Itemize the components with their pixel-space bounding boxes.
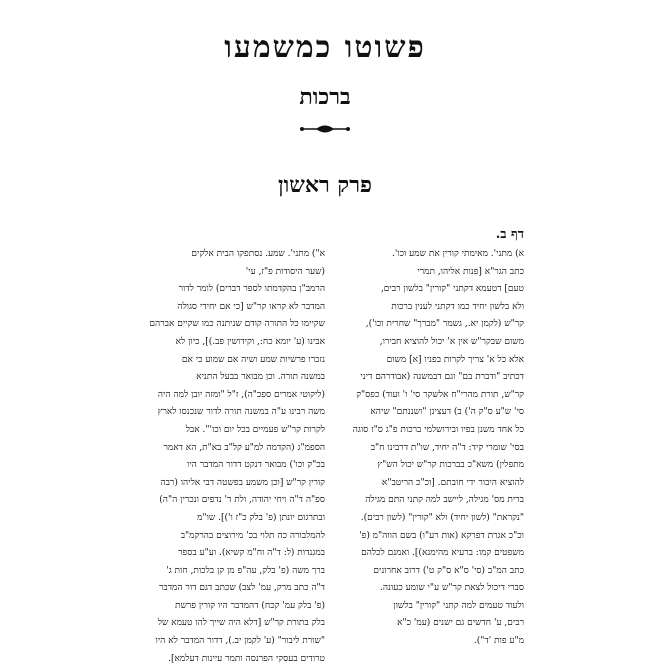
text-line: ולעוד טעמים למה קתני "קורין" בלשון <box>393 600 524 611</box>
text-line: שקיימו כל התורה קודם שניתנה כמו שקיים אברהם <box>149 319 325 330</box>
text-line: סברי דיכול לצאת קר"ש ע"י שומע כעונה. <box>379 583 524 594</box>
commentary-column-right <box>334 226 524 651</box>
text-line: "נקראת" (לשון יחיד) ולא "קורין" (לשון רבים). <box>360 512 524 523</box>
column-spacer <box>135 226 325 246</box>
text-line: כתב הגר"א [פנות אליהו, תמרי <box>417 266 524 277</box>
chapter-heading: פרק ראשון <box>278 172 372 198</box>
text-line: בסי' שומרי קיד: ד"ה יחיד, שו"ת דרבינו ח"ב <box>370 442 524 453</box>
page-title: פשוטו כמשמעו <box>224 30 426 65</box>
text-line: ולא בלשון יחיד כמו דקתני לענין ברכות <box>391 301 524 312</box>
text-line: דכתיב "ודברת בם" וגם דבמשנה (אבודרהם דיני <box>360 372 524 383</box>
text-line: אבינו (ע' יומא כח:, וקידושין פב.)], כיון לא <box>175 336 325 347</box>
text-line: "שורת ליבור" (ע' לקמן יב.), דדור המדבר לא היו <box>155 636 325 647</box>
text-line: בלק בתורת קר"ש [דלא היה שייך להו טעמא של <box>157 618 325 629</box>
text-line: מ"ע פות 'ד"). <box>473 636 524 647</box>
tractate-title: ברכות <box>299 84 351 110</box>
text-line: רבים, ע' חדשים גם ישנים (עמ' כ"א <box>397 618 524 629</box>
text-line: כל אחד משנן בפיו ובירושלמי ברכות פ"ג ס"ז סוגה <box>352 424 524 435</box>
text-line: להוציא היבור ידי חובתם. [וכ"כ הריטב"א <box>381 477 524 488</box>
text-line: וכ"כ אגרת דפרקא (אות רע"ו) בשם הווה"מ (פ' <box>359 530 524 541</box>
text-line: (שער היסודות פ"ז, עי' <box>245 266 325 277</box>
text-line: טעם] דטעמא דקתני "קורין" בלשון רבים, <box>380 284 524 295</box>
text-line: משפטים קמו: ברעיא מהימנא)]. ואמנם לכלהם <box>361 548 524 559</box>
text-line: הרמב"ן בהקדמתו לספר דברים) לומר לדור <box>178 284 325 295</box>
text-line: כתב המ"ב (סי' ס"א ס"ק ט') דרוב אחרונים <box>373 565 524 576</box>
text-line: במשנה תורה. וכן מבואר בבעל התניא <box>196 372 325 383</box>
text-line: ספ"ה ד"ה ויחי יהודה, ולת ד' נדפים ונכרין ה"ה) <box>159 495 325 506</box>
text-line: קר"ש, תורת מהרי"ח אלשקר סי' ו' ועוד) כפס"ק <box>356 389 524 400</box>
page-label: דף ב. <box>495 227 524 242</box>
text-line: הספמ"ג (הקדמה למ"ע קל"ב בא"ת, הא דאמר <box>163 442 325 453</box>
ornament-divider <box>298 122 352 136</box>
text-line: ד"ה כתב מרק, עמ' לצב) שכתב דגם דור המדבר <box>158 583 325 594</box>
text-line: המדבר לא קראו קר"ש [כי אם יחידי סגולה <box>177 301 325 312</box>
text-line: א") מתני'. שמע. נסתפקו הבית אלקים <box>191 249 325 259</box>
text-line: במגנדות (ל: ד"ה וח"מ קשיא). וע"ע בספר <box>178 548 325 559</box>
text-line: סי' ש"ע ס"ק ה') ב) דעצינן "ושננתם" שיהא <box>370 407 524 418</box>
text-line: ברך משה (פ' בלק, עה"פ מן קן בלכות, חות ג' <box>166 565 325 576</box>
commentary-column-left <box>135 226 325 668</box>
text-line: ברית מס' מגילה, ליישב למה קתני התם מגילה <box>365 495 524 506</box>
text-line: אלא כל א' צריך לקרות בפניו [א] משום <box>386 354 524 365</box>
text-line: קורין קר"ש [וכן משמע בפשטה דבי אליהו (רבה <box>160 477 325 488</box>
text-line: (פ' בלק עמ' קכח) דהמדבר היו קורין פרשת <box>174 600 325 611</box>
text-line: משה רבינו ע"ה במשנה תורה לדור שנכנסו לארץ <box>157 407 325 418</box>
text-line: להמלבורה כה תלוי בכ' מירוצים בהרקמ"ב <box>180 530 325 541</box>
text-line: א) מתני'. מאימתי קורין את שמע וכו'. <box>391 249 524 259</box>
text-line: טרודים בעסקי הפרנסה ותמר עיינות דעלמא]. <box>168 653 325 664</box>
text-line: משום שבקר"ש אין א' יכול להוציא חבירו, <box>379 336 524 347</box>
text-line: בכ"ק וכו') מבואר דנקט דדור המדבר היו <box>187 460 325 471</box>
text-line: (ליקוטי אמרים ספכ"ה), ז"ל "ומזה יובן למה היה <box>157 389 325 400</box>
text-line: מתפלין) משא"כ בברכות קר"ש יכול הש"ץ <box>377 460 524 471</box>
text-line: קר"ש (לקמן יא., גשמר "מברך" שחרית וכו'), <box>365 319 524 330</box>
text-line: ובתרגום יונתן (פ' בלק כ"ז ו')]. שו"מ <box>197 512 325 523</box>
text-line: לקרות קר"ש פעמיים בכל יום וכו'". אבל <box>185 424 325 435</box>
text-line: נזכרו פרשיות שמע ושיה אם שמוע כי אם <box>181 354 325 365</box>
